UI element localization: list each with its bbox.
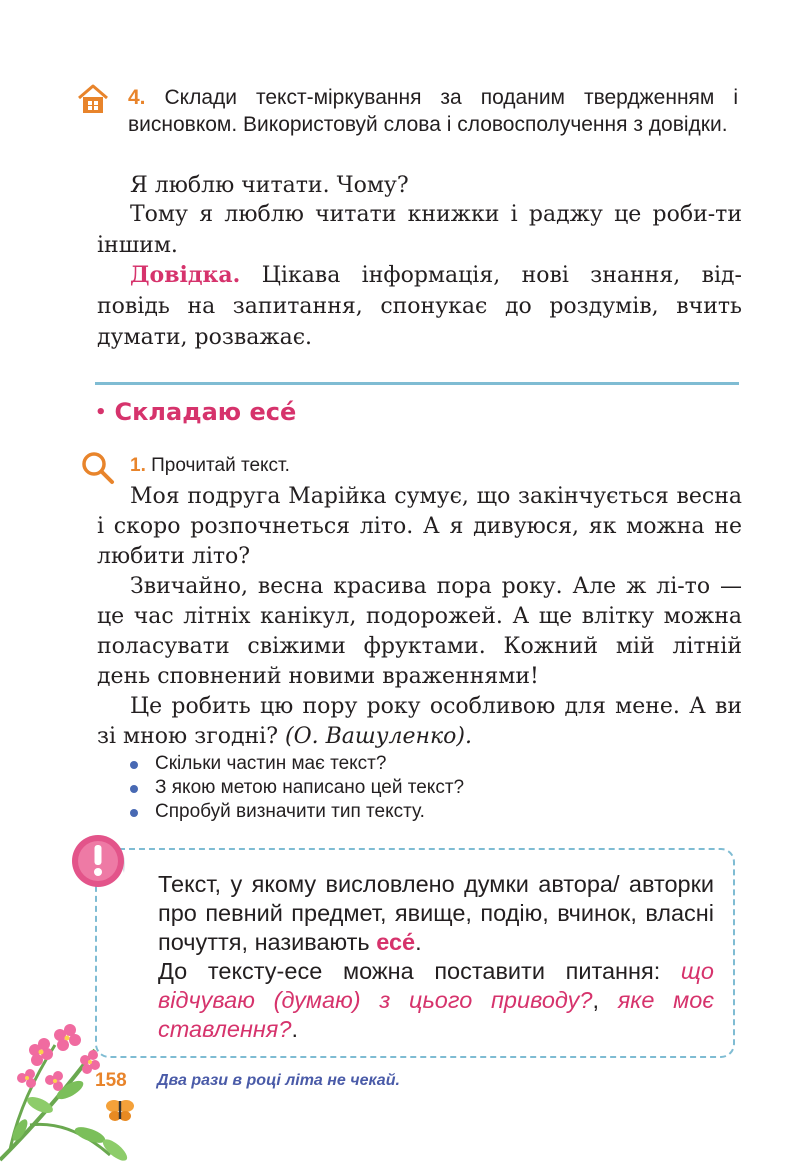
essay-paragraph-1 bbox=[97, 482, 742, 572]
question-item bbox=[128, 776, 728, 800]
proverb: Два рази в році літа не чекай. bbox=[157, 1072, 400, 1089]
task4-instruction bbox=[128, 84, 738, 138]
essay-text bbox=[97, 482, 742, 752]
search-icon bbox=[80, 450, 116, 486]
rule-definition: Текст, у якому висловлено думки автора/ авторки про певний предмет, явище, подію, вчинок, власні почуття, називають bbox=[158, 871, 714, 955]
question-text: Спробуй визначити тип тексту. bbox=[155, 801, 425, 822]
task4-answer-text: Тому я люблю читати книжки і раджу це роби-ти іншим. bbox=[97, 202, 742, 258]
flower-branch-decoration bbox=[0, 1010, 150, 1171]
question-list bbox=[128, 752, 728, 824]
section-divider bbox=[95, 382, 739, 385]
bullet-icon bbox=[130, 761, 138, 769]
task1-number: 1. bbox=[130, 455, 146, 476]
rule-questions-intro: До тексту-есе можна поставити питання: bbox=[158, 958, 661, 984]
essay-paragraph-3-text: Це робить цю пору року особливою для мене. А ви зі мною згодні? bbox=[97, 694, 742, 749]
section-heading bbox=[95, 398, 296, 426]
reference-text: Цікава інформація, нові знання, від-повідь на запитання, спонукає до роздумів, вчить думати, розважає. bbox=[97, 263, 742, 350]
question-text: Скільки частин має текст? bbox=[155, 753, 387, 774]
rule-period: . bbox=[415, 929, 422, 955]
rule-term: есе́ bbox=[376, 929, 416, 955]
rule-separator: , bbox=[592, 987, 599, 1013]
rule-end: . bbox=[291, 1016, 298, 1042]
exclamation-icon bbox=[68, 833, 132, 889]
task1-instruction bbox=[130, 455, 290, 477]
bullet-icon bbox=[130, 809, 138, 817]
task4-question: Я люблю читати. Чому? bbox=[130, 173, 409, 198]
question-text: З якою метою написано цей текст? bbox=[155, 777, 465, 798]
question-item bbox=[128, 800, 728, 824]
task4-instruction-text: Склади текст-міркування за поданим твердженням і висновком. Використовуй слова і словосполучення з довідки. bbox=[128, 86, 738, 136]
task1-instruction-text: Прочитай текст. bbox=[151, 455, 290, 476]
question-item bbox=[128, 752, 728, 776]
essay-paragraph-1-text: Моя подруга Марійка сумує, що закінчується весна і скоро розпочнеться літо. А я дивуюся, як можна не любити літо? bbox=[97, 484, 742, 569]
task4-reference bbox=[97, 260, 742, 353]
heading-text: Складаю есе́ bbox=[114, 398, 297, 426]
reference-label: Довідка. bbox=[130, 262, 241, 288]
page-number: 158 bbox=[95, 1070, 127, 1091]
rule-question-1: що відчуваю (думаю) з цього приводу? bbox=[158, 958, 714, 1013]
essay-author: (О. Вашуленко). bbox=[285, 724, 472, 749]
essay-paragraph-2 bbox=[97, 572, 742, 692]
home-icon bbox=[76, 82, 110, 116]
rule-question-2: яке моє ставлення? bbox=[158, 987, 715, 1042]
task4-answer bbox=[97, 199, 742, 261]
essay-paragraph-2-text: Звичайно, весна красива пора року. Але ж лі-то — це час літніх канікул, подорожей. А ще влітку можна поласувати свіжими фруктами. Кожний мій літній день сповнений новими враженнями! bbox=[97, 574, 742, 689]
essay-paragraph-3 bbox=[97, 692, 742, 752]
rule-text bbox=[158, 870, 714, 1044]
bullet-icon bbox=[130, 785, 138, 793]
heading-bullet: • bbox=[95, 402, 107, 423]
task4-number: 4. bbox=[128, 86, 146, 109]
